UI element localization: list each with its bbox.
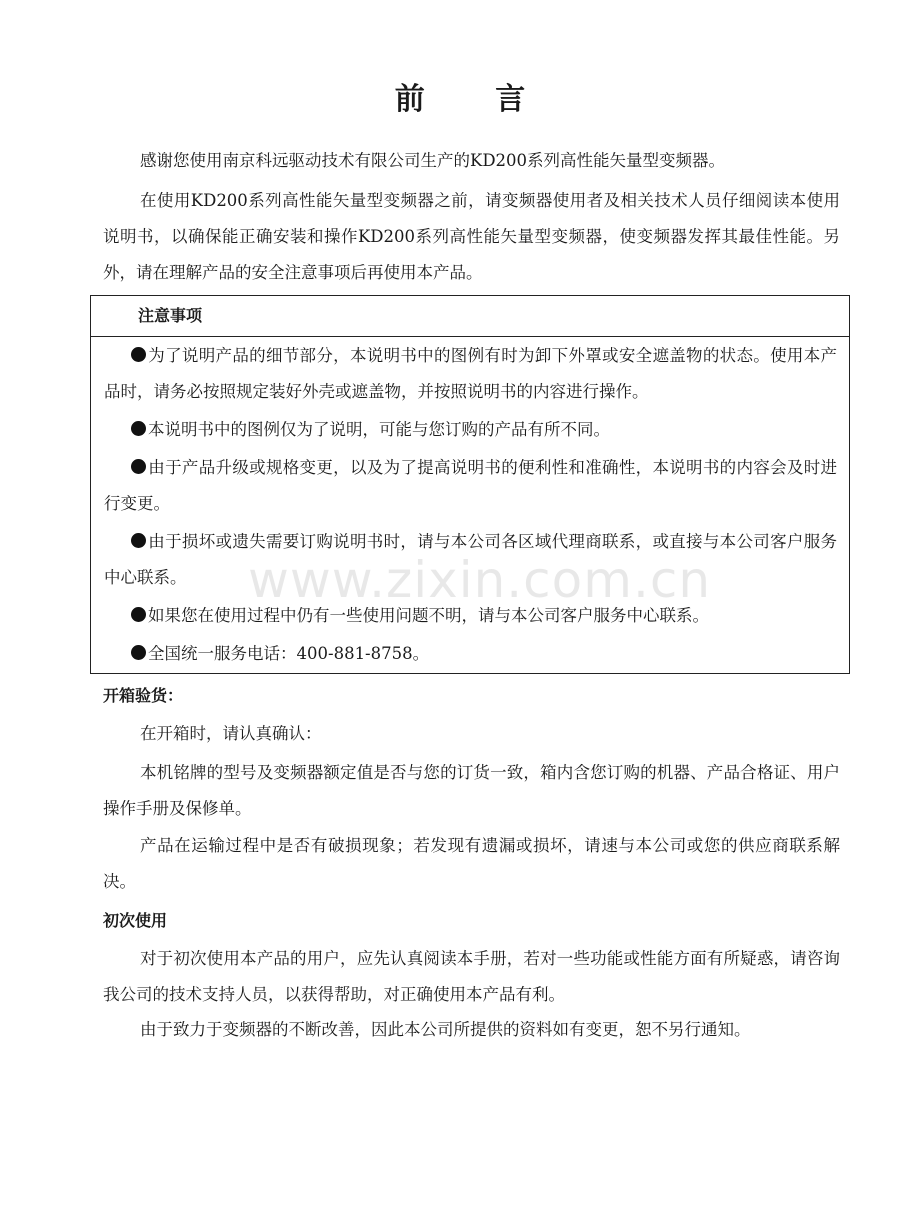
intro-paragraph-2: 在使用KD200系列高性能矢量型变频器之前，请变频器使用者及相关技术人员仔细阅读本使用说明书，以确保能正确安装和操作KD200系列高性能矢量型变频器，使变频器发挥其最佳性能。另外，请在理解产品的安全注意事项后再使用本产品。 — [103, 191, 840, 282]
notice-item-text: 由于产品升级或规格变更，以及为了提高说明书的便利性和准确性，本说明书的内容会及时进行变更。 — [104, 458, 837, 513]
intro-paragraph-1: 感谢您使用南京科远驱动技术有限公司生产的KD200系列高性能矢量型变频器。 — [140, 151, 726, 170]
bullet-icon — [131, 347, 146, 362]
notice-item-text: 为了说明产品的细节部分，本说明书中的图例有时为卸下外罩或安全遮盖物的状态。使用本产品时，请务必按照规定装好外壳或遮盖物，并按照说明书的内容进行操作。 — [104, 346, 837, 401]
first-use-paragraph-1: 对于初次使用本产品的用户，应先认真阅读本手册，若对一些功能或性能方面有所疑惑，请咨询我公司的技术支持人员，以获得帮助，对正确使用本产品有利。 — [103, 949, 840, 1004]
notice-item — [104, 450, 837, 522]
unboxing-paragraph-2: 本机铭牌的型号及变频器额定值是否与您的订货一致，箱内含您订购的机器、产品合格证、用户操作手册及保修单。 — [103, 763, 840, 818]
notice-list — [104, 338, 837, 674]
watermark: www.zixin.com.cn — [248, 551, 712, 609]
notice-item — [104, 412, 837, 448]
notice-heading: 注意事项 — [138, 306, 203, 325]
bullet-icon — [131, 459, 146, 474]
bullet-icon — [131, 607, 146, 622]
notice-item — [104, 636, 837, 672]
bullet-icon — [131, 645, 146, 660]
notice-item-text: 全国统一服务电话：400-881-8758。 — [148, 644, 430, 663]
first-use-heading: 初次使用 — [103, 911, 168, 930]
bullet-icon — [131, 421, 146, 436]
notice-item-text: 由于损坏或遗失需要订购说明书时，请与本公司各区域代理商联系，或直接与本公司客户服务中心联系。 — [104, 532, 837, 587]
first-use-paragraph-2: 由于致力于变频器的不断改善，因此本公司所提供的资料如有变更，恕不另行通知。 — [140, 1020, 751, 1039]
notice-item-text: 如果您在使用过程中仍有一些使用问题不明，请与本公司客户服务中心联系。 — [148, 606, 709, 625]
unboxing-paragraph-1: 在开箱时，请认真确认： — [140, 724, 322, 743]
notice-header — [91, 296, 849, 337]
notice-box — [90, 295, 850, 674]
bullet-icon — [131, 533, 146, 548]
page-title: 前 言 — [394, 82, 556, 117]
unboxing-heading: 开箱验货： — [103, 686, 184, 705]
notice-item — [104, 338, 837, 410]
unboxing-paragraph-3: 产品在运输过程中是否有破损现象；若发现有遗漏或损坏，请速与本公司或您的供应商联系解决。 — [103, 836, 840, 891]
notice-item-text: 本说明书中的图例仅为了说明，可能与您订购的产品有所不同。 — [148, 420, 610, 439]
